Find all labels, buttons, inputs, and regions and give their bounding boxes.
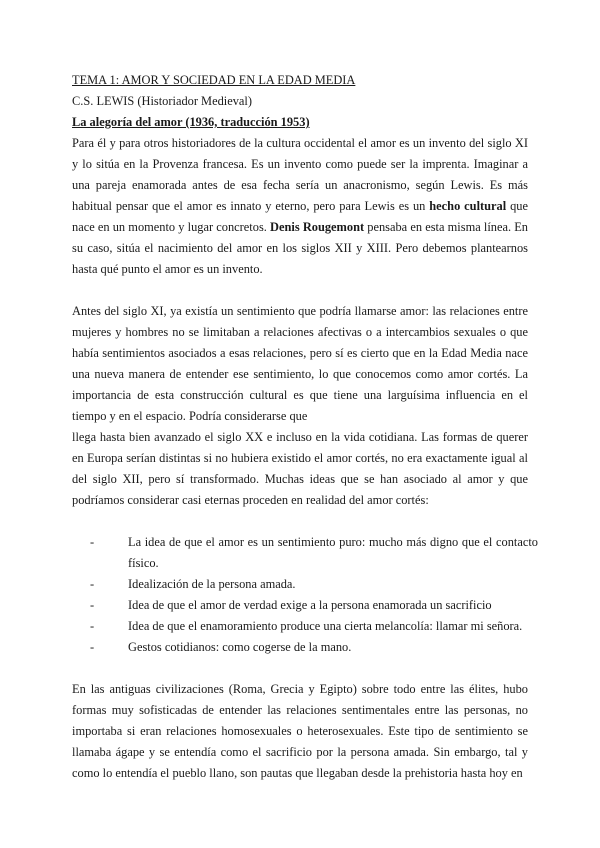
spacer — [72, 280, 528, 301]
dash-list — [72, 532, 538, 658]
list-item — [90, 574, 538, 595]
paragraph-4: En las antiguas civilizaciones (Roma, Grecia y Egipto) sobre todo entre las élites, hubo formas muy sofisticadas de entender las relaciones sentimentales entre las personas, no importaba si eran relaciones homosexuales o heterosexuales. Este tipo de sentimiento se llamaba ágape y se entendía como el sacrificio por la persona amada. Sin embargo, tal y como lo entendía el pueblo llano, son pautas que llegaban desde la prehistoria hasta hoy en — [72, 682, 528, 780]
list-item-text: Idealización de la persona amada. — [128, 577, 296, 591]
list-bullet: - — [90, 577, 95, 591]
paragraph-1-bold-denis-rougemont: Denis Rougemont — [270, 220, 365, 234]
list-bullet: - — [90, 640, 95, 654]
list-item-text: Idea de que el enamoramiento produce una cierta melancolía: llamar mi señora. — [128, 619, 523, 633]
list-item — [90, 637, 538, 658]
document-author: C.S. LEWIS (Historiador Medieval) — [72, 94, 252, 108]
paragraph-3: llega hasta bien avanzado el siglo XX e incluso en la vida cotidiana. Las formas de querer en Europa serían distintas si no hubiera existido el amor cortés, no era exactamente igual al del siglo XII, pero sí transformado. Muchas ideas que se han asociado al amor y que podríamos considerar casi eternas proceden en realidad del amor cortés: — [72, 430, 528, 507]
paragraph-2: Antes del siglo XI, ya existía un sentimiento que podría llamarse amor: las relaciones entre mujeres y hombres no se limitaban a relaciones afectivas o a intercambios sexuales o que había sentimientos asociados a esas relaciones, pero sí es cierto que en la Edad Media nace una nueva manera de entender ese sentimiento, lo que conocemos como amor cortés. La importancia de esta construcción cultural es que tiene una larguísima influencia en el tiempo y en el espacio. Podría considerarse que — [72, 304, 528, 423]
list-bullet: - — [90, 535, 95, 549]
paragraph-1-text-b: que nace en un momento y lugar concretos. — [72, 199, 528, 234]
paragraph-1-text-a: Para él y para otros historiadores de la cultura occidental el amor es un invento del siglo XI y lo sitúa en la Provenza francesa. Es un invento como puede ser la imprenta. Imaginar a una pareja enamorada antes de esa fecha sería un anacronismo, según Lewis. Es más habitual pensar que el amor es innato y eterno, pero para Lewis es un — [72, 136, 528, 213]
list-item-text: Gestos cotidianos: como cogerse de la mano. — [128, 640, 352, 654]
list-item — [90, 595, 538, 616]
list-item — [90, 532, 538, 574]
spacer — [72, 511, 528, 532]
section-heading: La alegoría del amor (1936, traducción 1953) — [72, 115, 310, 129]
list-bullet: - — [90, 619, 95, 633]
document-title: TEMA 1: AMOR Y SOCIEDAD EN LA EDAD MEDIA — [72, 73, 356, 87]
list-item — [90, 616, 538, 637]
list-item-text: La idea de que el amor es un sentimiento puro: mucho más digno que el contacto físico. — [128, 535, 538, 570]
list-item-text: Idea de que el amor de verdad exige a la persona enamorada un sacrificio — [128, 598, 492, 612]
paragraph-1-text-c: pensaba en esta misma línea. En su caso, sitúa el nacimiento del amor en los siglos XII y XIII. Pero debemos plantearnos hasta qué punto el amor es un invento. — [72, 220, 528, 276]
paragraph-1 — [72, 133, 528, 280]
spacer — [72, 658, 528, 679]
list-bullet: - — [90, 598, 95, 612]
paragraph-1-bold-hecho-cultural: hecho cultural — [429, 199, 507, 213]
